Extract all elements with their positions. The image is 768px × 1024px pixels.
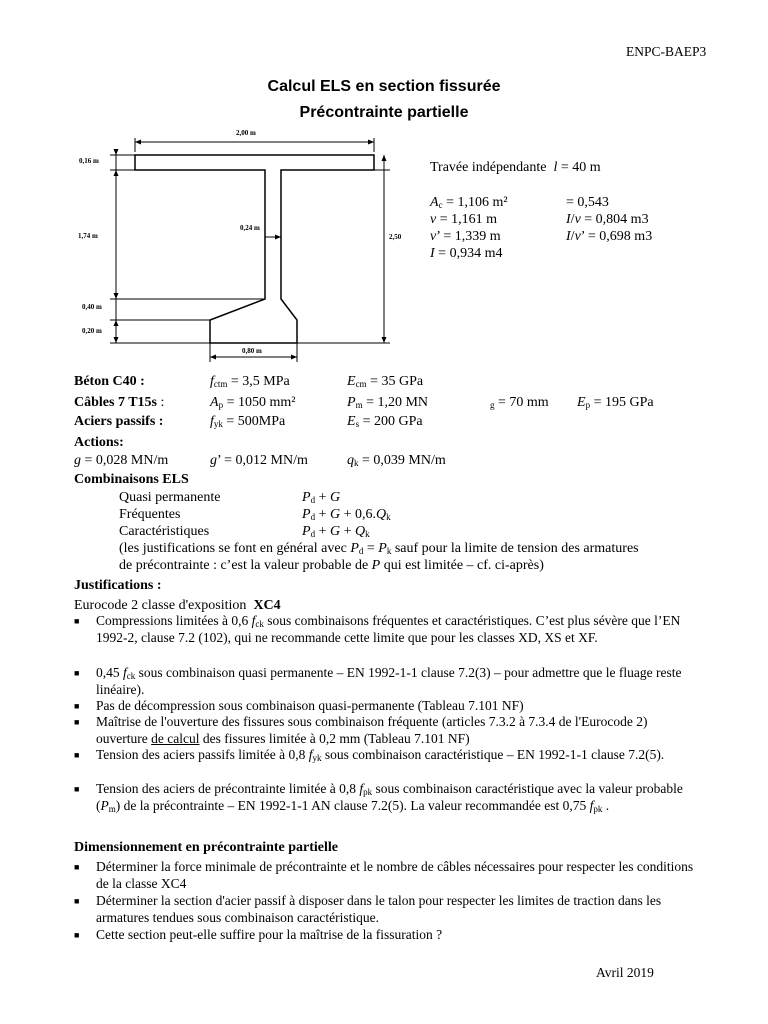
ecm-value: $E_{cm} = 35$ GPa (347, 374, 424, 389)
combo-qp-formula: $P_d + G$ (302, 490, 341, 505)
dimensionnement-bullet-2: Déterminer la section d'acier passif à disposer dans le talon pour respecter les limites de traction dans les armatures tendues sous combinaison caractéristique. (96, 893, 662, 925)
cables-label: Câbles 7 T15s : (74, 395, 165, 410)
action-qk: $q_k = 0,039$ MN/m (347, 453, 446, 468)
dim-bullet-3-marker: ■ (74, 930, 80, 940)
prop-ac: $A_c = 1,106$ m² (430, 195, 508, 210)
dim-width-label: 2,00 m (236, 129, 256, 137)
prop-i: I = 0,934 m4 (430, 246, 503, 261)
eurocode-line: Eurocode 2 classe d'exposition XC4 (74, 598, 281, 613)
action-gp: g’ = 0,012 MN/m (210, 453, 308, 468)
bullet-5-marker: ■ (74, 750, 80, 760)
dim-talon-width-label: 0,80 m (242, 347, 262, 355)
cross-section-diagram (0, 0, 768, 380)
combo-note-line1: (les justifications se font en général avec $P_d = P_k$ sauf pour la limite de tension des armatures (119, 541, 639, 556)
combo-car-label: Caractéristiques (119, 524, 210, 539)
prop-rho: = 0,543 (566, 195, 609, 210)
bullet-3-marker: ■ (74, 701, 80, 711)
dimensionnement-bullet-3: Cette section peut-elle suffire pour la maîtrise de la fissuration ? (96, 927, 443, 942)
bullet-6-marker: ■ (74, 784, 80, 794)
travee-line: Travée indépendante l = 40 m (430, 160, 601, 175)
actions-label: Actions: (74, 435, 124, 450)
justification-bullet-1: Compressions limitées à 0,6 $f_{ck}$ sous combinaisons fréquentes et caractéristiques. C’est plus sévère que l’EN 1992-2, clause 7.2 (102), qui ne recommande cette limite que pour les classes XD, XS et XF. (96, 613, 681, 645)
pm-value: $P_m = 1,20$ MN (347, 395, 429, 410)
beton-label: Béton C40 : (74, 374, 145, 389)
document-code: ENPC-BAEP3 (626, 44, 707, 59)
combo-qp-label: Quasi permanente (119, 490, 221, 505)
page-subtitle: Précontrainte partielle (299, 104, 469, 121)
ap-value: $A_p = 1050$ mm² (210, 395, 296, 410)
combo-freq-label: Fréquentes (119, 507, 181, 522)
dim-total-height-label: 2,50 (389, 233, 402, 241)
footer-date: Avril 2019 (596, 965, 654, 980)
justification-bullet-6: Tension des aciers de précontrainte limitée à 0,8 $f_{pk}$ sous combinaison caractéristique avec la valeur probable $(P_m)$ de la précontrainte – EN 1992-1-1 AN clause 7.2(5). La valeur recommandée est 0,75 $f_{pk}$ . (96, 781, 683, 814)
bullet-2-marker: ■ (74, 668, 80, 678)
combo-note-line2: de précontrainte : c’est la valeur probable de P qui est limitée – cf. ci-après) (119, 558, 544, 573)
action-g: g = 0,028 MN/m (74, 453, 169, 468)
dim-talon-label: 0,20 m (82, 327, 102, 335)
bullet-1-marker: ■ (74, 616, 80, 626)
g-offset-value: $_g$ = 70 mm (490, 395, 549, 410)
prop-v: v = 1,161 m (430, 212, 498, 227)
justification-bullet-3: Pas de décompression sous combinaison quasi-permanente (Tableau 7.101 NF) (96, 698, 524, 713)
prop-ivp: I/v’ = 0,698 m3 (566, 229, 653, 244)
page-title: Calcul ELS en section fissurée (267, 78, 501, 95)
combo-car-formula: $P_d + G + Q_k$ (302, 524, 370, 539)
prop-vp: v’ = 1,339 m (430, 229, 501, 244)
dim-bullet-1-marker: ■ (74, 862, 80, 872)
bullet-4-marker: ■ (74, 717, 80, 727)
dim-flange-label: 0,16 m (79, 157, 99, 165)
dim-bullet-2-marker: ■ (74, 896, 80, 906)
dim-web-height-label: 1,74 m (78, 232, 98, 240)
justification-bullet-5: Tension des aciers passifs limitée à 0,8 $f_{yk}$ sous combinaison caractéristique – EN 1992-1-1 clause 7.2(5). (96, 747, 665, 763)
es-value: $E_s = 200$ GPa (347, 414, 423, 429)
dimensionnement-label: Dimensionnement en précontrainte partielle (74, 840, 339, 855)
dim-chamfer-label: 0,40 m (82, 303, 102, 311)
dim-web-width-label: 0,24 m (240, 224, 260, 232)
aciers-label: Aciers passifs : (74, 414, 164, 429)
justifications-label: Justifications : (74, 578, 162, 593)
ep-value: $E_p = 195$ GPa (577, 395, 654, 410)
justification-bullet-2: 0,45 $f_{ck}$ sous combinaison quasi permanente – EN 1992-1-1 clause 7.2(3) – pour admettre que le fluage reste linéaire). (96, 665, 682, 697)
fctm-value: $f_{ctm} = 3,5$ MPa (210, 374, 290, 389)
section-outline (135, 155, 374, 343)
justification-bullet-4: Maîtrise de l'ouverture des fissures sous combinaison fréquente (articles 7.3.2 à 7.3.4 de l'Eurocode 2) ouverture de calcul des fissures limitée à 0,2 mm (Tableau 7.101 NF) (96, 714, 648, 746)
combo-freq-formula: $P_d + G + 0,6.Q_k$ (302, 507, 391, 522)
prop-iv: I/v = 0,804 m3 (566, 212, 649, 227)
dimensionnement-bullet-1: Déterminer la force minimale de précontrainte et le nombre de câbles nécessaires pour respecter les conditions de la classe XC4 (96, 859, 694, 891)
fyk-value: $f_{yk} = 500MPa$ (210, 414, 286, 429)
combinaisons-label: Combinaisons ELS (74, 472, 189, 487)
